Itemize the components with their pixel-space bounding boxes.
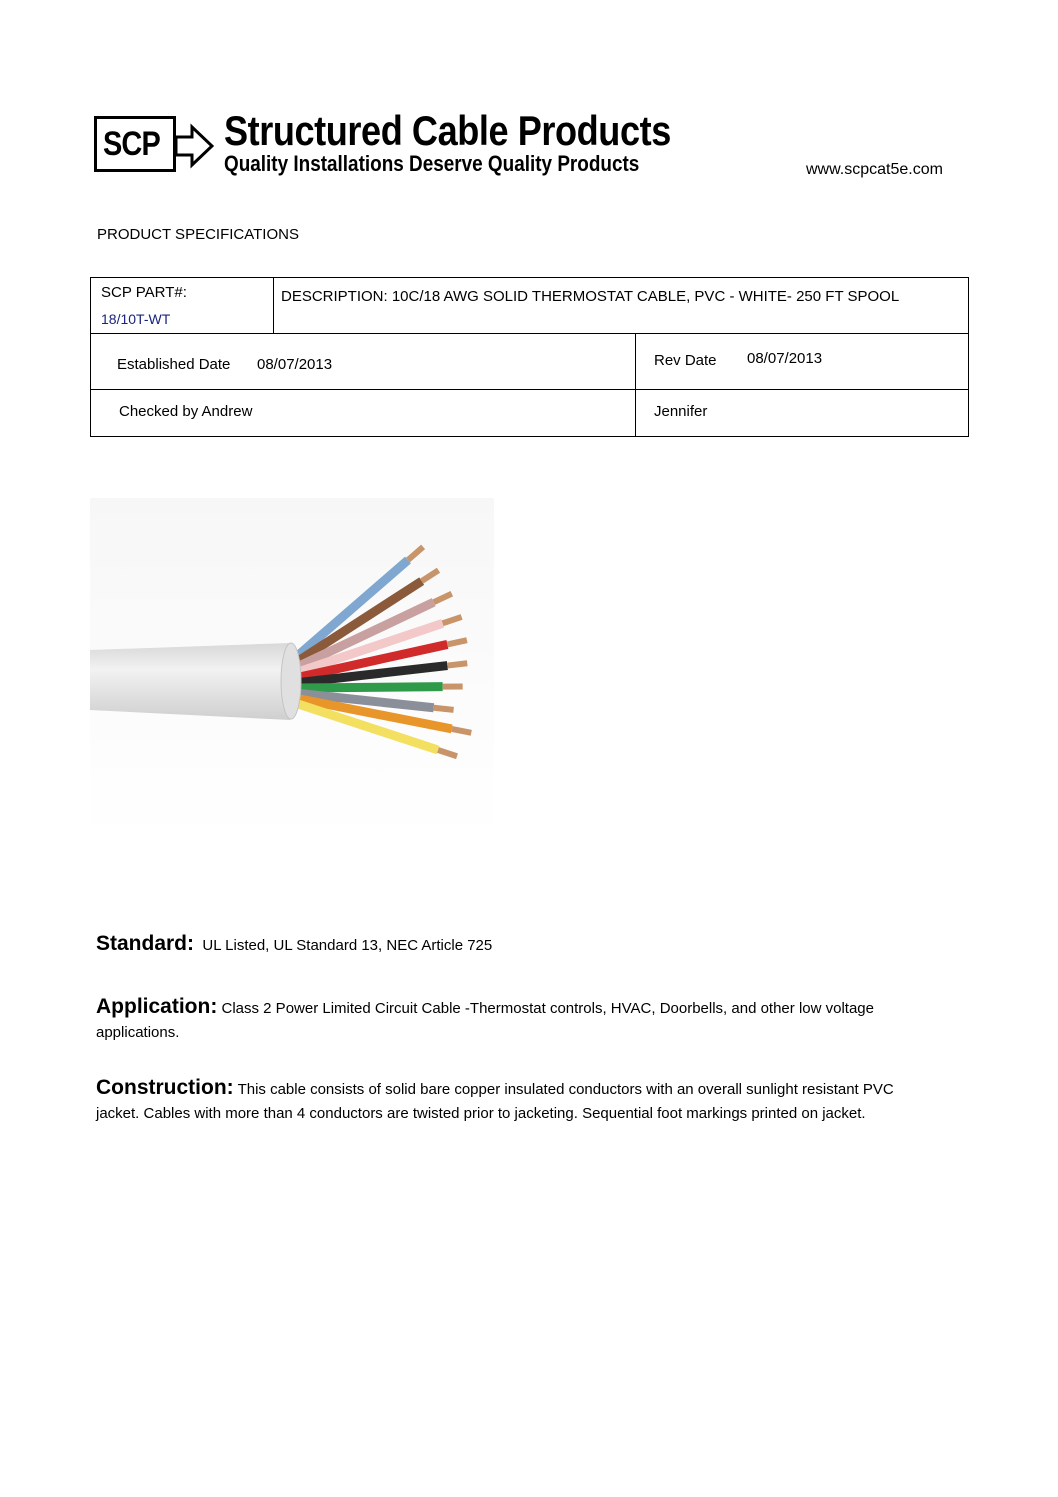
established-date-value: 08/07/2013 bbox=[257, 356, 333, 373]
copper-conductor-tip bbox=[452, 729, 472, 733]
company-tagline: Quality Installations Deserve Quality Products bbox=[224, 151, 640, 176]
logo-box bbox=[94, 116, 176, 172]
standard-section bbox=[96, 932, 916, 958]
cable-jacket bbox=[90, 643, 296, 720]
standard-text: UL Listed, UL Standard 13, NEC Article 725 bbox=[202, 937, 493, 954]
logo-arrow-icon bbox=[174, 123, 214, 169]
product-description: DESCRIPTION: 10C/18 AWG SOLID THERMOSTAT CABLE, PVC - WHITE- 250 FT SPOOL bbox=[281, 288, 900, 305]
spec-row-part bbox=[91, 278, 968, 334]
part-label: SCP PART#: bbox=[101, 284, 187, 301]
application-label: Application: bbox=[96, 995, 218, 1018]
approver-name: Jennifer bbox=[654, 403, 708, 420]
table-divider bbox=[635, 334, 636, 389]
table-divider bbox=[273, 278, 274, 333]
section-title: PRODUCT SPECIFICATIONS bbox=[97, 226, 299, 243]
standard-label: Standard: bbox=[96, 932, 195, 955]
established-date-label: Established Date bbox=[117, 356, 231, 373]
part-number: 18/10T-WT bbox=[101, 311, 171, 327]
company-logo bbox=[94, 107, 674, 177]
application-section bbox=[96, 995, 916, 1045]
application-text: Class 2 Power Limited Circuit Cable -Thermostat controls, HVAC, Doorbells, and other low voltage applications. bbox=[96, 1000, 874, 1041]
jacket-end bbox=[281, 643, 301, 719]
logo-abbrev: SCP bbox=[103, 124, 160, 163]
spec-row-approval bbox=[91, 390, 968, 436]
copper-conductor-tip bbox=[447, 663, 467, 665]
copper-conductor-tip bbox=[447, 640, 467, 644]
cable-product-image bbox=[90, 498, 494, 840]
rev-date-value: 08/07/2013 bbox=[747, 350, 823, 367]
table-divider bbox=[635, 390, 636, 436]
checked-by: Checked by Andrew bbox=[119, 403, 253, 420]
spec-row-dates bbox=[91, 334, 968, 390]
website-link[interactable]: www.scpcat5e.com bbox=[806, 161, 943, 178]
spec-table bbox=[90, 277, 969, 437]
conductor-wire bbox=[295, 687, 443, 688]
copper-conductor-tip bbox=[434, 708, 454, 710]
rev-date-label: Rev Date bbox=[654, 352, 717, 369]
construction-text: This cable consists of solid bare copper insulated conductors with an overall sunlight resistant PVC jacket. Cables with more than 4 conductors are twisted prior to jacketing. Sequential foot markings printed on jacket. bbox=[96, 1081, 894, 1122]
company-name: Structured Cable Products bbox=[224, 107, 671, 154]
construction-section bbox=[96, 1076, 916, 1126]
construction-label: Construction: bbox=[96, 1076, 234, 1099]
